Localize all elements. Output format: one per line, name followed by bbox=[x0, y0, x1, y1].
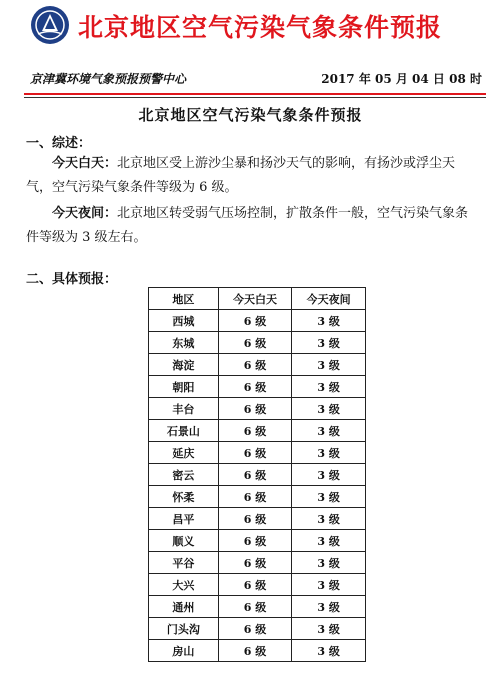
section-heading-summary: 一、综述： bbox=[26, 136, 92, 151]
column-header: 今天白天 bbox=[218, 288, 292, 310]
table-row bbox=[149, 552, 366, 574]
daytime-level-cell: 6 级 bbox=[218, 354, 292, 376]
daytime-level-cell: 6 级 bbox=[218, 420, 292, 442]
daytime-level-cell: 6 级 bbox=[218, 574, 292, 596]
district-cell: 大兴 bbox=[149, 574, 219, 596]
table-row bbox=[149, 420, 366, 442]
nighttime-text: 北京地区转受弱气压场控制，扩散条件一般，空气污染气象条件等级为 3 级左右。 bbox=[26, 206, 469, 245]
table-row bbox=[149, 398, 366, 420]
district-cell: 昌平 bbox=[149, 508, 219, 530]
district-cell: 通州 bbox=[149, 596, 219, 618]
forecast-table bbox=[148, 287, 366, 662]
nighttime-level-cell: 3 级 bbox=[292, 310, 366, 332]
table-row bbox=[149, 310, 366, 332]
column-header: 今天夜间 bbox=[292, 288, 366, 310]
district-cell: 顺义 bbox=[149, 530, 219, 552]
nighttime-level-cell: 3 级 bbox=[292, 332, 366, 354]
district-cell: 房山 bbox=[149, 640, 219, 662]
banner-title: 北京地区空气污染气象条件预报 bbox=[78, 13, 443, 42]
daytime-level-cell: 6 级 bbox=[218, 310, 292, 332]
nighttime-level-cell: 3 级 bbox=[292, 596, 366, 618]
daytime-level-cell: 6 级 bbox=[218, 640, 292, 662]
daytime-level-cell: 6 级 bbox=[218, 464, 292, 486]
district-cell: 门头沟 bbox=[149, 618, 219, 640]
table-row bbox=[149, 530, 366, 552]
district-cell: 石景山 bbox=[149, 420, 219, 442]
nighttime-level-cell: 3 级 bbox=[292, 618, 366, 640]
header-divider-red bbox=[24, 93, 486, 95]
daytime-level-cell: 6 级 bbox=[218, 442, 292, 464]
header-divider-black bbox=[24, 97, 486, 98]
district-cell: 延庆 bbox=[149, 442, 219, 464]
daytime-level-cell: 6 级 bbox=[218, 596, 292, 618]
table-header-row bbox=[149, 288, 366, 310]
daytime-level-cell: 6 级 bbox=[218, 398, 292, 420]
daytime-level-cell: 6 级 bbox=[218, 486, 292, 508]
daytime-paragraph bbox=[26, 152, 478, 200]
district-cell: 西城 bbox=[149, 310, 219, 332]
nighttime-level-cell: 3 级 bbox=[292, 354, 366, 376]
nighttime-level-cell: 3 级 bbox=[292, 552, 366, 574]
issuer-name: 京津冀环境气象预报预警中心 bbox=[30, 72, 187, 86]
nighttime-label: 今天夜间： bbox=[52, 206, 118, 221]
district-cell: 怀柔 bbox=[149, 486, 219, 508]
nighttime-level-cell: 3 级 bbox=[292, 376, 366, 398]
table-row bbox=[149, 332, 366, 354]
nighttime-paragraph bbox=[26, 202, 478, 250]
district-cell: 海淀 bbox=[149, 354, 219, 376]
daytime-level-cell: 6 级 bbox=[218, 508, 292, 530]
table-row bbox=[149, 596, 366, 618]
nighttime-level-cell: 3 级 bbox=[292, 486, 366, 508]
table-row bbox=[149, 508, 366, 530]
nighttime-level-cell: 3 级 bbox=[292, 442, 366, 464]
table-row bbox=[149, 354, 366, 376]
daytime-level-cell: 6 级 bbox=[218, 530, 292, 552]
district-cell: 朝阳 bbox=[149, 376, 219, 398]
daytime-level-cell: 6 级 bbox=[218, 552, 292, 574]
meteorological-emblem-icon bbox=[30, 5, 70, 45]
table-row bbox=[149, 442, 366, 464]
table-row bbox=[149, 640, 366, 662]
table-row bbox=[149, 376, 366, 398]
district-cell: 平谷 bbox=[149, 552, 219, 574]
nighttime-level-cell: 3 级 bbox=[292, 574, 366, 596]
table-row bbox=[149, 464, 366, 486]
column-header: 地区 bbox=[149, 288, 219, 310]
daytime-label: 今天白天： bbox=[52, 156, 118, 171]
nighttime-level-cell: 3 级 bbox=[292, 420, 366, 442]
table-row bbox=[149, 574, 366, 596]
document-title: 北京地区空气污染气象条件预报 bbox=[138, 106, 363, 124]
nighttime-level-cell: 3 级 bbox=[292, 398, 366, 420]
issue-time: 2017 年 05 月 04 日 08 时 bbox=[321, 72, 482, 86]
nighttime-level-cell: 3 级 bbox=[292, 508, 366, 530]
daytime-text: 北京地区受上游沙尘暴和扬沙天气的影响，有扬沙或浮尘天气，空气污染气象条件等级为 6 级。 bbox=[26, 156, 456, 195]
nighttime-level-cell: 3 级 bbox=[292, 464, 366, 486]
district-cell: 东城 bbox=[149, 332, 219, 354]
nighttime-level-cell: 3 级 bbox=[292, 530, 366, 552]
district-cell: 丰台 bbox=[149, 398, 219, 420]
section-heading-detail: 二、具体预报： bbox=[26, 272, 118, 287]
daytime-level-cell: 6 级 bbox=[218, 376, 292, 398]
daytime-level-cell: 6 级 bbox=[218, 332, 292, 354]
daytime-level-cell: 6 级 bbox=[218, 618, 292, 640]
nighttime-level-cell: 3 级 bbox=[292, 640, 366, 662]
table-row bbox=[149, 618, 366, 640]
district-cell: 密云 bbox=[149, 464, 219, 486]
table-row bbox=[149, 486, 366, 508]
